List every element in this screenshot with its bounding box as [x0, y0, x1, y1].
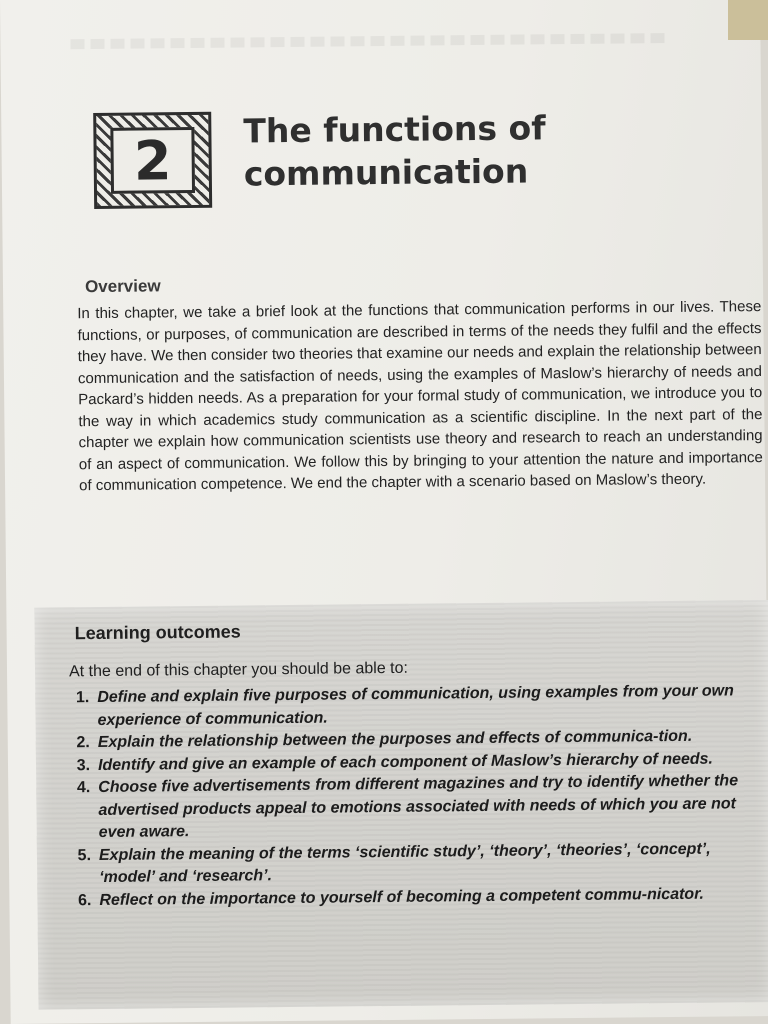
overview-heading: Overview: [84, 276, 161, 297]
chapter-number: 2: [133, 128, 172, 193]
list-item: [40, 770, 757, 845]
learning-outcomes-box: [34, 600, 768, 1010]
list-item-number: 4.: [76, 779, 91, 797]
learning-outcomes-intro: At the end of this chapter you should be able to:: [68, 659, 409, 681]
overview-paragraph: In this chapter, we take a brief look at the functions that communication performs in our lives. These functions, or purposes, of communication are described in terms of the needs they fulfil and the effects they have. We then consider two theories that examine our needs and explain the relationship between communication and the satisfaction of needs, using the examples of Maslow’s hierarchy of needs and Packard’s hidden needs. As a preparation for your formal study of communication, we introduce you to the way in which academics study communication as a scientific discipline. In the next part of the chapter we explain how communication scientists use theory and research to reach an understanding of an aspect of communication. We follow this by bringing to your attention the nature and importance of communication competence. We end the chapter with a scenario based on Maslow’s theory.: [77, 298, 763, 495]
list-item-number: 2.: [76, 734, 90, 752]
list-item-text: Define and explain five purposes of communication, using examples from your own experience of communication.: [97, 682, 734, 729]
learning-outcomes-heading: Learning outcomes: [74, 621, 241, 644]
list-item-text: Explain the relationship between the purposes and effects of communica-tion.: [97, 727, 693, 752]
list-item: [41, 838, 757, 890]
chapter-number-frame: [110, 127, 195, 194]
list-item: [39, 680, 755, 732]
list-item-text: Explain the meaning of the terms ‘scientific study’, ‘theory’, ‘theories’, ‘concept’, ‘model’ and ‘research’.: [98, 840, 711, 887]
list-item-text: Identify and give an example of each component of Maslow’s hierarchy of needs.: [97, 750, 714, 774]
page-corner: [728, 0, 768, 40]
list-item-text: Choose five advertisements from different magazines and try to identify whether the advertised products appeal to emotions associated with needs of which you are not even aware.: [98, 772, 739, 842]
list-item-number: 6.: [77, 891, 92, 909]
bleed-through-text: [70, 33, 670, 49]
chapter-title-line1: The functions of: [243, 108, 546, 151]
learning-outcomes-list: [39, 680, 757, 912]
list-item-number: 1.: [75, 689, 90, 707]
list-item-number: 3.: [76, 756, 91, 774]
chapter-title-line2: communication: [243, 151, 529, 194]
chapter-number-badge: [93, 112, 212, 209]
chapter-title: [243, 105, 664, 195]
list-item-number: 5.: [77, 846, 92, 864]
list-item-text: Reflect on the importance to yourself of becoming a competent commu-nicator.: [99, 885, 705, 909]
